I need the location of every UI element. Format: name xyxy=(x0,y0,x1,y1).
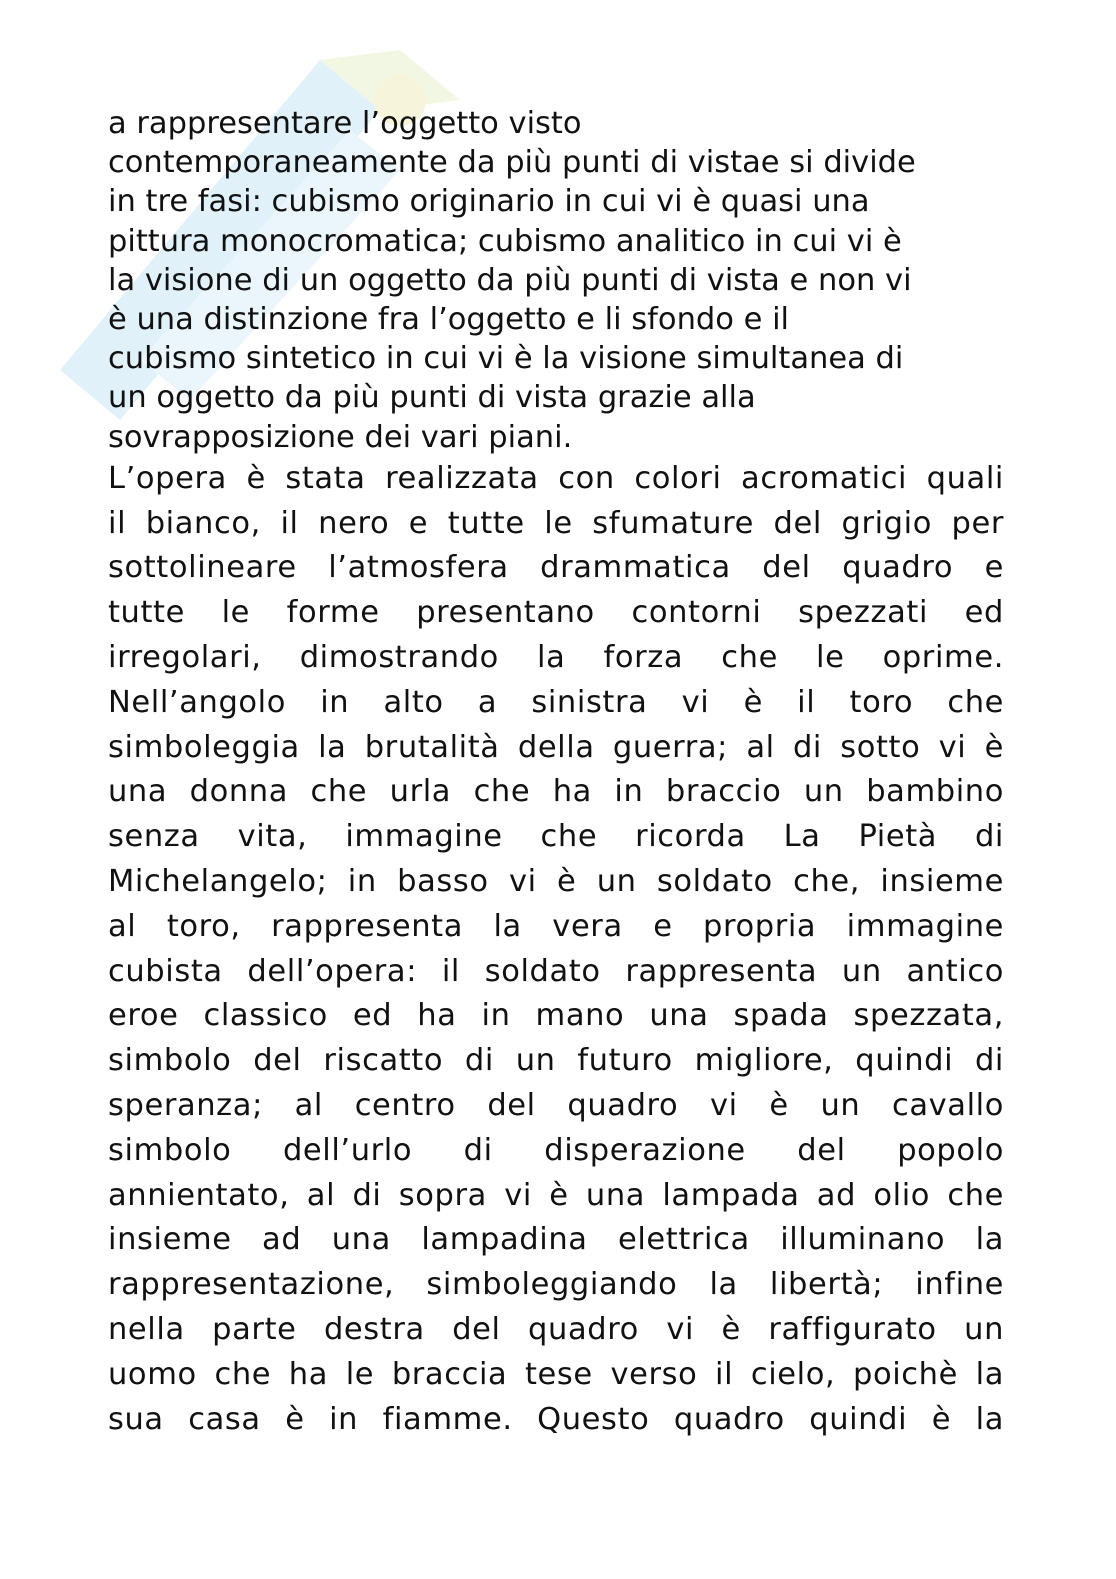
text-line: la visione di un oggetto da più punti di vista e non vi xyxy=(108,262,912,298)
text-line: rappresentazione, simboleggiando la libertà; infine xyxy=(108,1267,1004,1303)
text-line: speranza; al centro del quadro vi è un cavallo xyxy=(108,1087,1004,1123)
text-line: Nell’angolo in alto a sinistra vi è il toro che xyxy=(108,684,1004,720)
document-body xyxy=(108,104,1004,1442)
text-line: eroe classico ed ha in mano una spada spezzata, xyxy=(108,998,1004,1034)
text-line: cubista dell’opera: il soldato rappresenta un antico xyxy=(108,953,1004,989)
text-line: a rappresentare l’oggetto visto xyxy=(108,106,582,141)
text-line: L’opera è stata realizzata con colori acromatici quali xyxy=(108,460,1004,496)
text-line: il bianco, il nero e tutte le sfumature del grigio per xyxy=(108,505,1004,541)
text-line: una donna che urla che ha in braccio un bambino xyxy=(108,774,1004,810)
text-line: insieme ad una lampadina elettrica illuminano la xyxy=(108,1222,1004,1258)
text-line: annientato, al di sopra vi è una lampada ad olio che xyxy=(108,1177,1004,1213)
text-line: al toro, rappresenta la vera e propria immagine xyxy=(108,908,1004,944)
text-line: simbolo dell’urlo di disperazione del popolo xyxy=(108,1132,1004,1168)
text-line: senza vita, immagine che ricorda La Pietà di xyxy=(108,819,1004,855)
paragraph-guernica-description xyxy=(108,457,1004,1443)
text-line: uomo che ha le braccia tese verso il cielo, poichè la xyxy=(108,1356,1004,1392)
text-line: tutte le forme presentano contorni spezzati ed xyxy=(108,595,1004,631)
text-line: pittura monocromatica; cubismo analitico in cui vi è xyxy=(108,223,902,259)
text-line: nella parte destra del quadro vi è raffigurato un xyxy=(108,1311,1004,1347)
text-line: sua casa è in fiamme. Questo quadro quindi è la xyxy=(108,1401,1004,1437)
text-line: irregolari, dimostrando la forza che le oprime. xyxy=(108,640,1004,676)
text-line: sottolineare l’atmosfera drammatica del quadro e xyxy=(108,550,1004,586)
text-line: è una distinzione fra l’oggetto e li sfondo e il xyxy=(108,302,790,338)
text-line: cubismo sintetico in cui vi è la visione simultanea di xyxy=(108,341,904,377)
text-line: sovrapposizione dei vari piani. xyxy=(108,419,573,455)
text-line: contemporaneamente da più punti di vistae si divide xyxy=(108,145,916,181)
paragraph-cubism xyxy=(108,104,1004,457)
text-line: simboleggia la brutalità della guerra; al di sotto vi è xyxy=(108,729,1004,765)
text-line: in tre fasi: cubismo originario in cui vi è quasi una xyxy=(108,184,870,220)
text-line: Michelangelo; in basso vi è un soldato che, insieme xyxy=(108,864,1004,899)
text-line: un oggetto da più punti di vista grazie alla xyxy=(108,380,756,416)
text-line: simbolo del riscatto di un futuro migliore, quindi di xyxy=(108,1043,1004,1079)
